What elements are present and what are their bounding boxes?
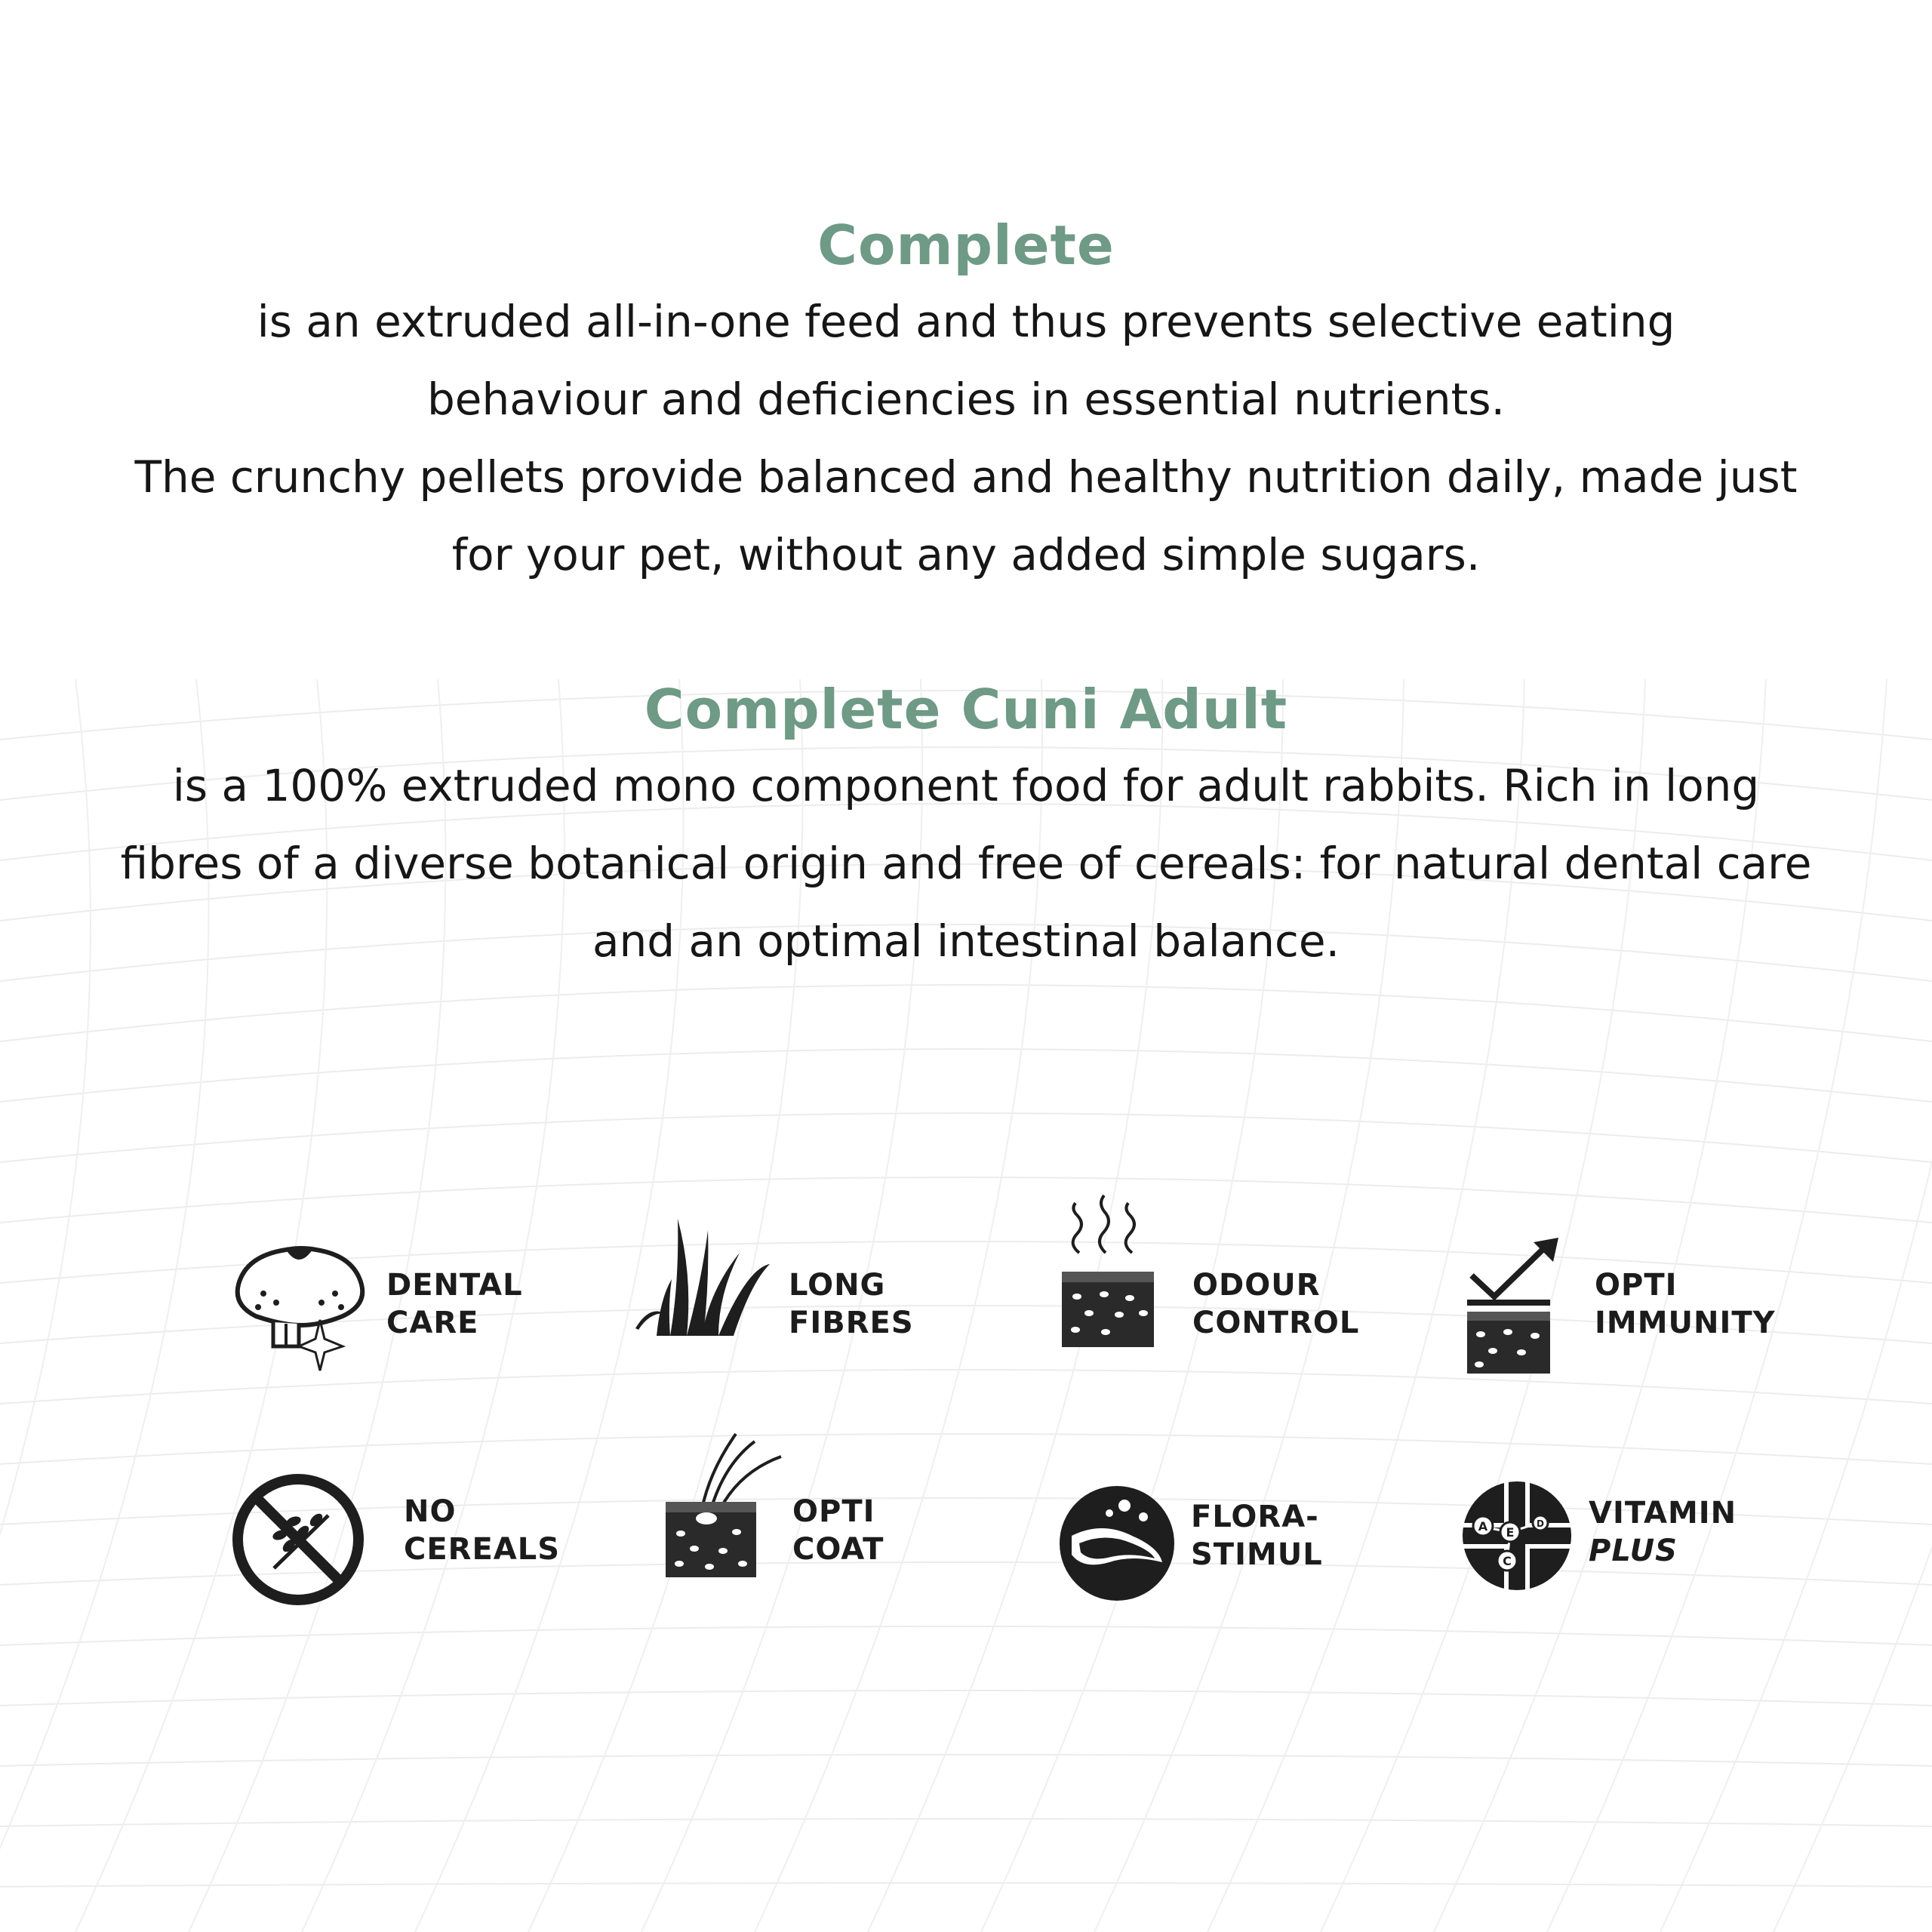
opti-immunity-icon xyxy=(1464,1238,1562,1374)
dental-care-icon xyxy=(229,1233,373,1377)
vitamin-letter: D xyxy=(1537,1518,1544,1529)
feature-label: NO CEREALS xyxy=(404,1494,561,1567)
section-heading: Complete Cuni Adult xyxy=(644,678,1288,741)
section-complete-cuni-adult xyxy=(0,672,1932,980)
body-line: for your pet, without any added simple sugars. xyxy=(451,529,1481,580)
feature-label: ODOUR CONTROL xyxy=(1192,1268,1360,1340)
section-complete xyxy=(0,208,1932,594)
feature-opti-immunity xyxy=(1464,1238,1781,1389)
no-cereals-icon xyxy=(230,1472,366,1607)
feature-vitamin-plus xyxy=(1460,1479,1777,1630)
long-fibres-icon xyxy=(634,1208,777,1340)
vitamin-letter: A xyxy=(1478,1519,1488,1534)
feature-label: OPTI COAT xyxy=(792,1494,884,1567)
feature-label: OPTI IMMUNITY xyxy=(1595,1268,1776,1340)
feature-no-cereals xyxy=(230,1472,561,1623)
section-heading: Complete xyxy=(817,214,1115,277)
body-line: is an extruded all-in-one feed and thus prevents selective eating xyxy=(257,296,1675,347)
feature-label: VITAMIN PLUS xyxy=(1589,1496,1737,1568)
feature-label: DENTAL CARE xyxy=(386,1268,523,1340)
feature-flora-stimul xyxy=(1057,1483,1374,1634)
opti-coat-icon xyxy=(664,1426,785,1577)
feature-dental-care xyxy=(226,1230,543,1381)
vitamin-letter: C xyxy=(1503,1554,1512,1568)
feature-label: FLORA- STIMUL xyxy=(1191,1500,1323,1572)
body-line: is a 100% extruded mono component food for adult rabbits. Rich in long xyxy=(172,760,1760,811)
body-line: fibres of a diverse botanical origin and free of cereals: for natural dental care xyxy=(120,838,1812,889)
vitamin-plus-icon xyxy=(1460,1479,1574,1592)
body-line: and an optimal intestinal balance. xyxy=(592,915,1340,967)
feature-odour-control xyxy=(1057,1192,1374,1343)
vitamin-letter: E xyxy=(1506,1525,1515,1540)
feature-long-fibres xyxy=(634,1208,951,1358)
body-line: behaviour and deficiencies in essential nutrients. xyxy=(426,374,1506,425)
feature-opti-coat xyxy=(664,1426,981,1577)
flora-stimul-icon xyxy=(1057,1483,1177,1604)
body-line: The crunchy pellets provide balanced and healthy nutrition daily, made just xyxy=(134,451,1798,503)
feature-label: LONG FIBRES xyxy=(789,1268,914,1340)
odour-control-icon xyxy=(1060,1192,1158,1347)
